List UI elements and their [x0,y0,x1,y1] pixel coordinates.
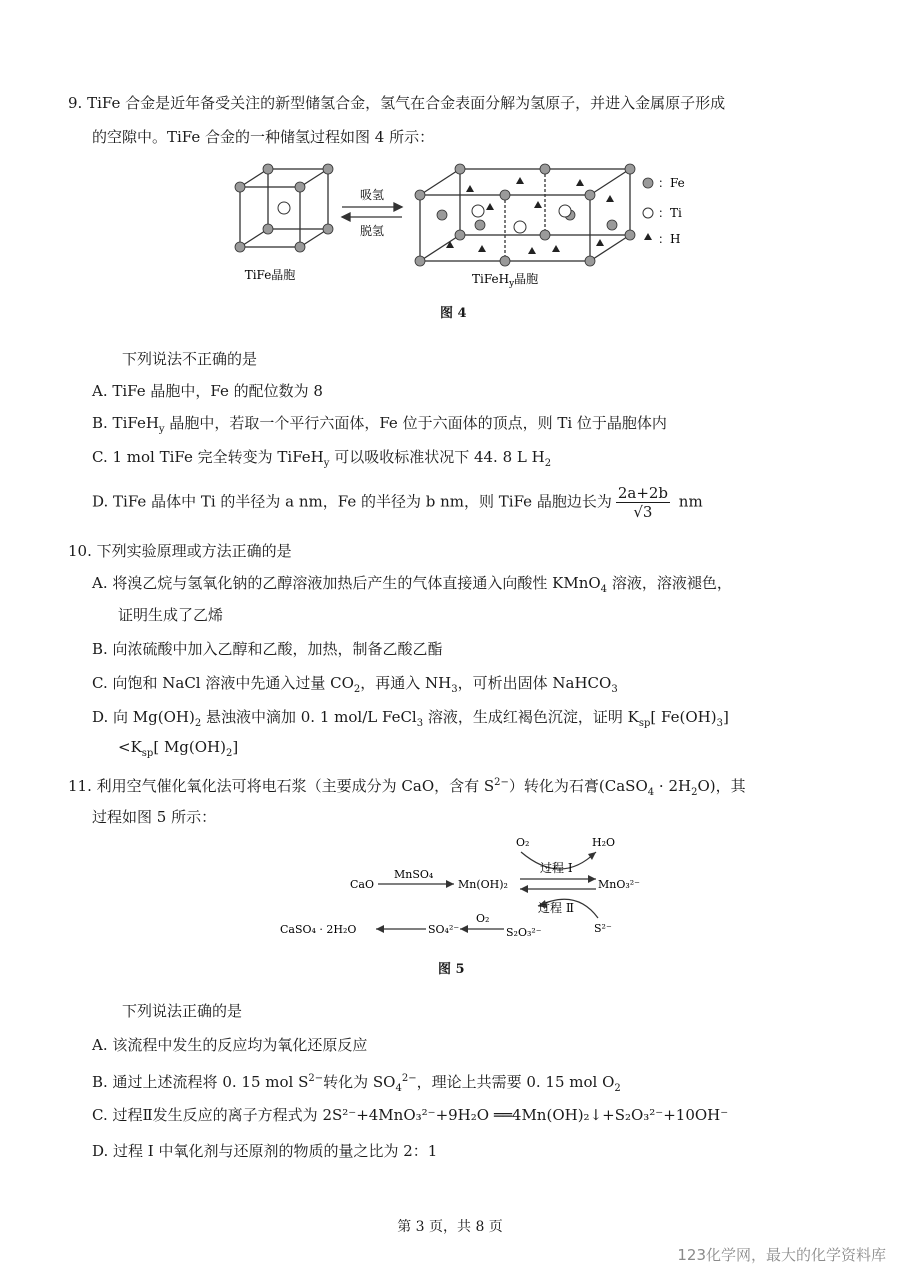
absorb-label: 吸氢 [359,188,385,202]
q9-option-a: A. TiFe 晶胞中，Fe 的配位数为 8 [92,382,323,400]
q9-option-b: B. TiFeH$_y$ 晶胞中，若取一个平行六面体，Fe 位于六面体的顶点，则 Ti 位于晶胞体内 [92,414,667,435]
figure-4-caption: 图 4 [440,306,467,321]
process-1-label: 过程 Ⅰ [540,861,573,875]
q10-option-a-cont: 证明生成了乙烯 [118,606,224,624]
q11-option-a: A. 该流程中发生的反应均为氧化还原反应 [92,1036,368,1054]
legend-ti: ：Ti [658,206,682,220]
q10-option-d: D. 向 $Mg(OH)_2$ 悬浊液中滴加 0. 1 mol/L FeCl$_3$ 溶液，生成红褐色沉淀，证明 $K_{sp}$[ $Fe(OH)_3$] [92,708,729,729]
q9-prompt: 下列说法不正确的是 [122,350,258,368]
o2-mid-label: O₂ [476,912,490,925]
caso4-label: CaSO₄ · 2H₂O [280,923,357,936]
mnso4-label: MnSO₄ [394,868,434,881]
desorb-label: 脱氢 [359,224,385,238]
legend-fe: ：Fe [658,176,685,190]
q11-option-b: B. 通过上述流程将 0. 15 mol $S^{2-}$转化为 $SO_4^{2-}$，理论上共需要 0. 15 mol $O_2$ [92,1073,621,1094]
q10-option-d-cont: $<K_{sp}$[ $Mg(OH)_2$] [118,738,239,759]
page-footer: 第 3 页，共 8 页 [397,1219,503,1235]
figure-5-caption: 图 5 [438,962,465,977]
q9-stem-line1: 9. TiFe 合金是近年备受关注的新型储氢合金，氢气在合金表面分解为氢原子，并进入金属原子形成 [68,94,726,112]
q9-option-d: D. TiFe 晶体中 Ti 的半径为 a nm，Fe 的半径为 b nm，则 TiFe 晶胞边长为 $\frac{2a+2b}{√3}$ nm [92,484,703,521]
figure-5-process-diagram [276,828,656,952]
mno3-label: MnO₃²⁻ [598,878,640,891]
so4-label: SO₄²⁻ [428,923,460,936]
tifehy-cell-label: TiFeH$_y$晶胞 [472,272,539,289]
q10-option-b: B. 向浓硫酸中加入乙醇和乙酸，加热，制备乙酸乙酯 [92,640,443,658]
q11-option-c: C. 过程Ⅱ发生反应的离子方程式为 2S²⁻+4MnO₃²⁻+9H₂O ══4Mn(OH)₂↓+S₂O₃²⁻+10OH⁻ [92,1106,729,1124]
q11-option-d: D. 过程 Ⅰ 中氧化剂与还原剂的物质的量之比为 2：1 [92,1142,438,1160]
q9-stem-line2: 的空隙中。TiFe 合金的一种储氢过程如图 4 所示： [92,128,435,146]
legend-h: ：H [658,232,681,246]
site-watermark: 123化学网，最大的化学资料库 [677,1246,886,1264]
q9-option-c: C. 1 mol TiFe 完全转变为 TiFeH$_y$ 可以吸收标准状况下 44. 8 L $H_2$ [92,448,552,469]
o2-top-label: O₂ [516,836,530,849]
tife-cell-label: TiFe晶胞 [244,268,296,282]
q11-stem-line2: 过程如图 5 所示： [92,808,217,826]
s2-label: S²⁻ [594,922,612,935]
q11-stem-line1: 11. 利用空气催化氧化法可将电石浆（主要成分为 CaO，含有 $S^{2-}$）转化为石膏(CaSO$_4$ · $2H_2O$)，其 [68,777,746,798]
s2o3-label: S₂O₃²⁻ [506,926,542,939]
figure-4-crystal-cells [220,155,700,295]
q10-option-a: A. 将溴乙烷与氢氧化钠的乙醇溶液加热后产生的气体直接通入向酸性 KMnO$_4$ 溶液，溶液褪色， [92,574,732,595]
q10-stem: 10. 下列实验原理或方法正确的是 [68,542,292,560]
edge-length-fraction: $\frac{2a+2b}{√3}$ [617,484,669,521]
q11-prompt: 下列说法正确的是 [122,1002,243,1020]
q10-option-c: C. 向饱和 NaCl 溶液中先通入过量 $CO_2$，再通入 $NH_3$，可析出固体 NaHCO$_3$ [92,674,618,695]
mnoh2-label: Mn(OH)₂ [458,878,508,891]
cao-label: CaO [350,878,374,891]
process-2-label: 过程 Ⅱ [538,901,574,915]
h2o-top-label: H₂O [592,836,616,849]
